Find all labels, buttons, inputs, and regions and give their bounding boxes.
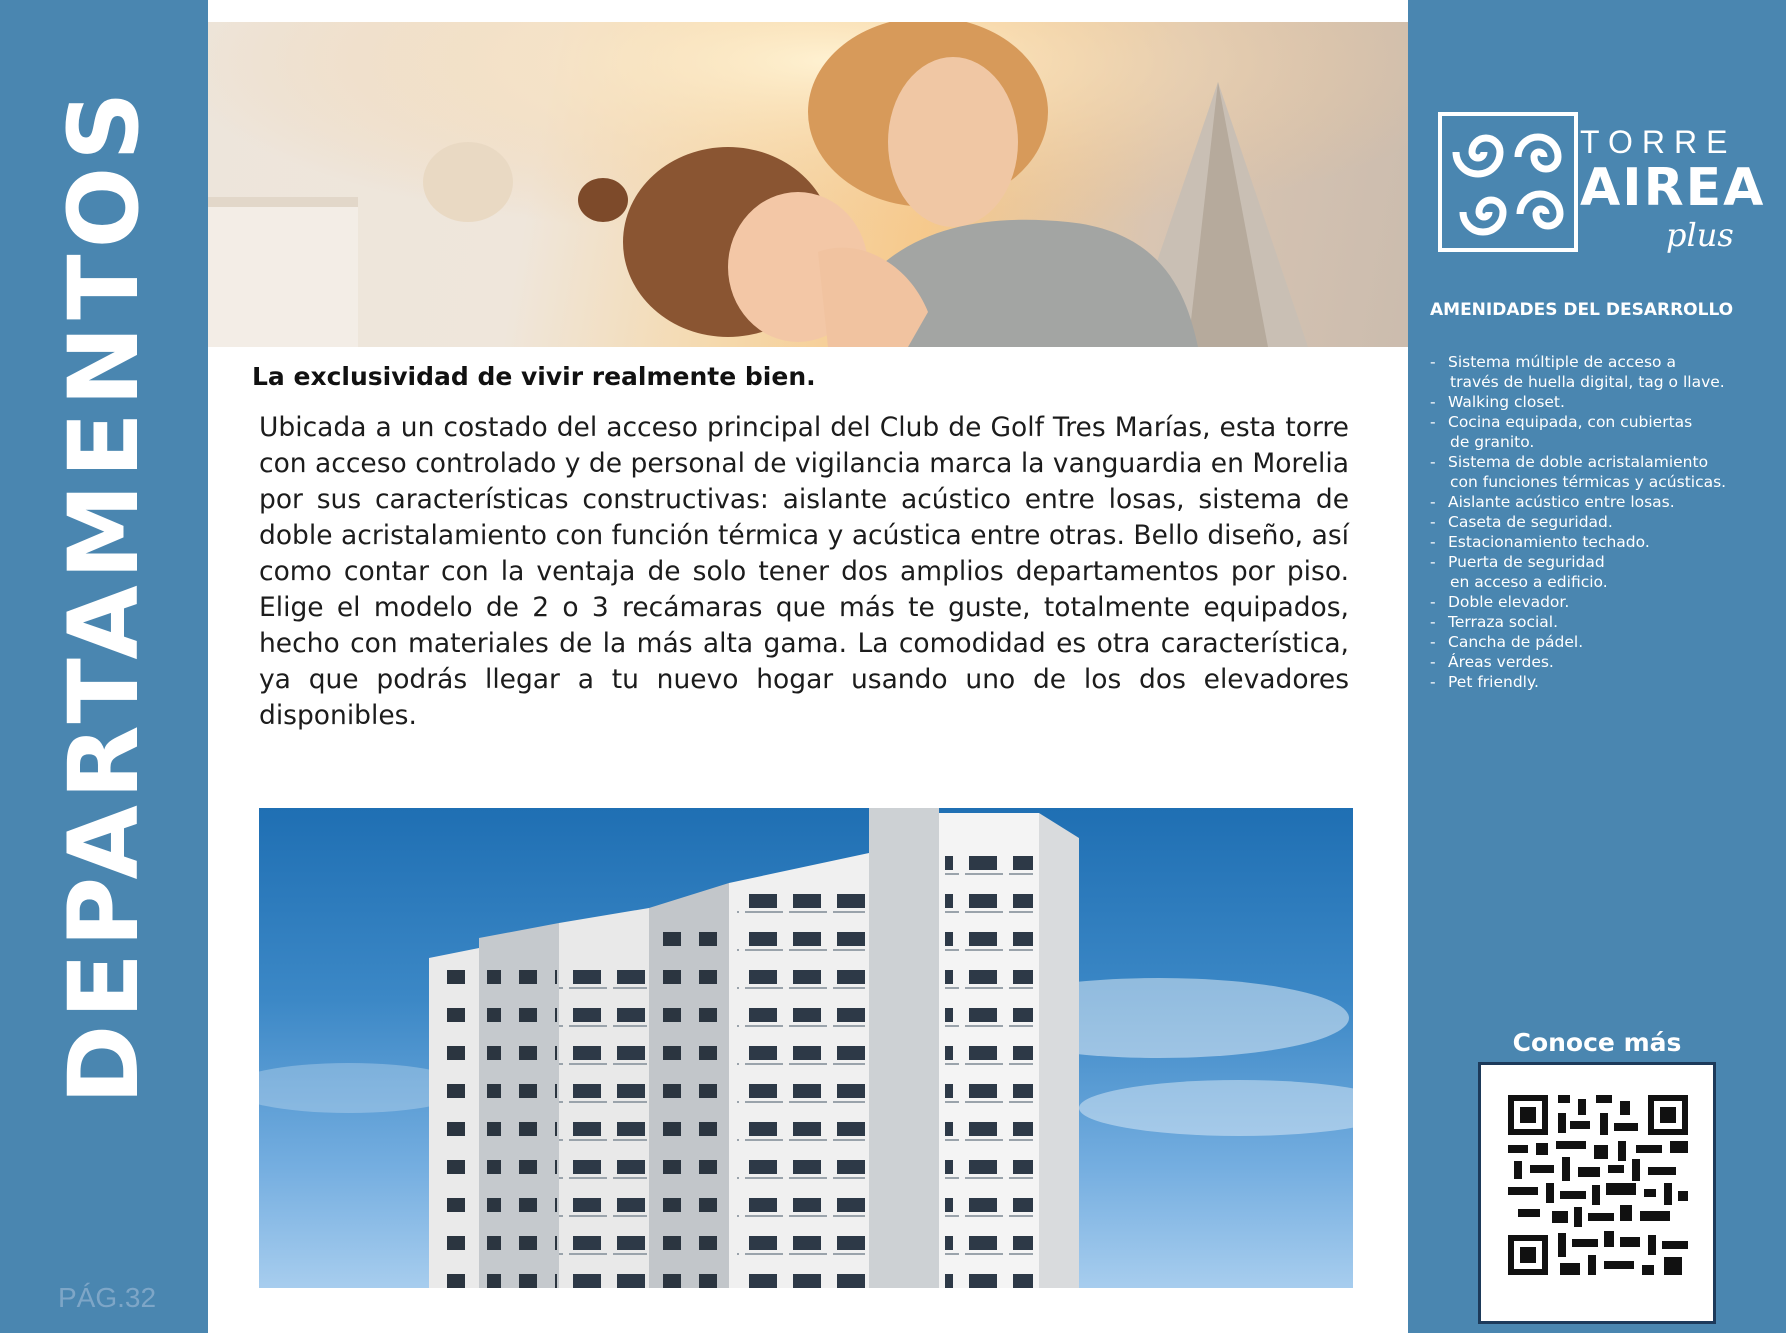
amenity-item xyxy=(1430,512,1786,532)
hero-photo-illustration xyxy=(208,22,1408,347)
tagline: La exclusividad de vivir realmente bien. xyxy=(252,362,816,391)
amenity-line: Terraza social. xyxy=(1448,613,1559,631)
logo-text-plus: plus xyxy=(1666,216,1734,254)
amenity-line: Walking closet. xyxy=(1448,393,1565,411)
amenity-line: Caseta de seguridad. xyxy=(1448,513,1613,531)
building-rendering-photo xyxy=(259,808,1353,1288)
swirl-logo-icon xyxy=(1438,112,1578,252)
torre-airea-logo xyxy=(1438,112,1766,254)
logo-text-torre: TORRE xyxy=(1580,124,1737,160)
amenity-line: Aislante acústico entre losas. xyxy=(1448,493,1675,511)
amenity-item xyxy=(1430,352,1786,392)
amenity-line: Pet friendly. xyxy=(1448,673,1539,691)
amenity-line-cont: de granito. xyxy=(1450,433,1535,451)
logo-text-airea: AIREA xyxy=(1580,158,1766,218)
qr-code[interactable] xyxy=(1478,1062,1716,1324)
amenity-item xyxy=(1430,552,1786,592)
amenity-line: Estacionamiento techado. xyxy=(1448,533,1650,551)
amenity-line: Áreas verdes. xyxy=(1448,653,1554,671)
qr-code-icon xyxy=(1508,1095,1688,1275)
amenity-item xyxy=(1430,652,1786,672)
amenity-line: Cancha de pádel. xyxy=(1448,633,1584,651)
amenity-item xyxy=(1430,672,1786,692)
amenity-line: Sistema de doble acristalamiento xyxy=(1448,453,1709,471)
qr-heading: Conoce más xyxy=(1512,1028,1682,1057)
amenity-line: Sistema múltiple de acceso a xyxy=(1448,353,1676,371)
amenity-line-cont: en acceso a edificio. xyxy=(1450,573,1608,591)
amenity-item xyxy=(1430,612,1786,632)
amenity-item xyxy=(1430,452,1786,492)
body-paragraph: Ubicada a un costado del acceso principal del Club de Golf Tres Marías, esta torre con acceso controlado y de personal de vigilancia marca la vanguardia en Morelia por sus características constructivas: aislante acústico entre losas, sistema de doble acristalamiento con función térmica y acústica entre otras. Bello diseño, así como contar con la ventaja de solo tener dos amplios departamentos por piso. Elige el modelo de 2 o 3 recámaras que más te guste, totalmente equipados, hecho con materiales de la más alta gama. La comodidad es otra característica, ya que podrás llegar a tu nuevo hogar usando uno de los dos elevadores disponibles. xyxy=(259,412,1349,731)
amenity-item xyxy=(1430,592,1786,612)
hero-photo-mother-daughter xyxy=(208,22,1408,347)
amenity-item xyxy=(1430,492,1786,512)
amenity-item xyxy=(1430,392,1786,412)
amenities-heading: AMENIDADES DEL DESARROLLO xyxy=(1430,300,1734,320)
amenity-item xyxy=(1430,412,1786,452)
amenity-line: Doble elevador. xyxy=(1448,593,1570,611)
amenity-item xyxy=(1430,632,1786,652)
amenities-list xyxy=(1430,352,1786,692)
amenity-item xyxy=(1430,532,1786,552)
section-title-vertical xyxy=(0,0,208,1333)
amenity-line: Puerta de seguridad xyxy=(1448,553,1605,571)
amenity-line-cont: través de huella digital, tag o llave. xyxy=(1450,373,1725,391)
building-illustration xyxy=(259,808,1353,1288)
section-title-text: DEPARTAMENTOS xyxy=(48,85,160,1105)
page-number: PÁG.32 xyxy=(58,1282,157,1313)
amenity-line: Cocina equipada, con cubiertas xyxy=(1448,413,1693,431)
amenity-line-cont: con funciones térmicas y acústicas. xyxy=(1450,473,1727,491)
